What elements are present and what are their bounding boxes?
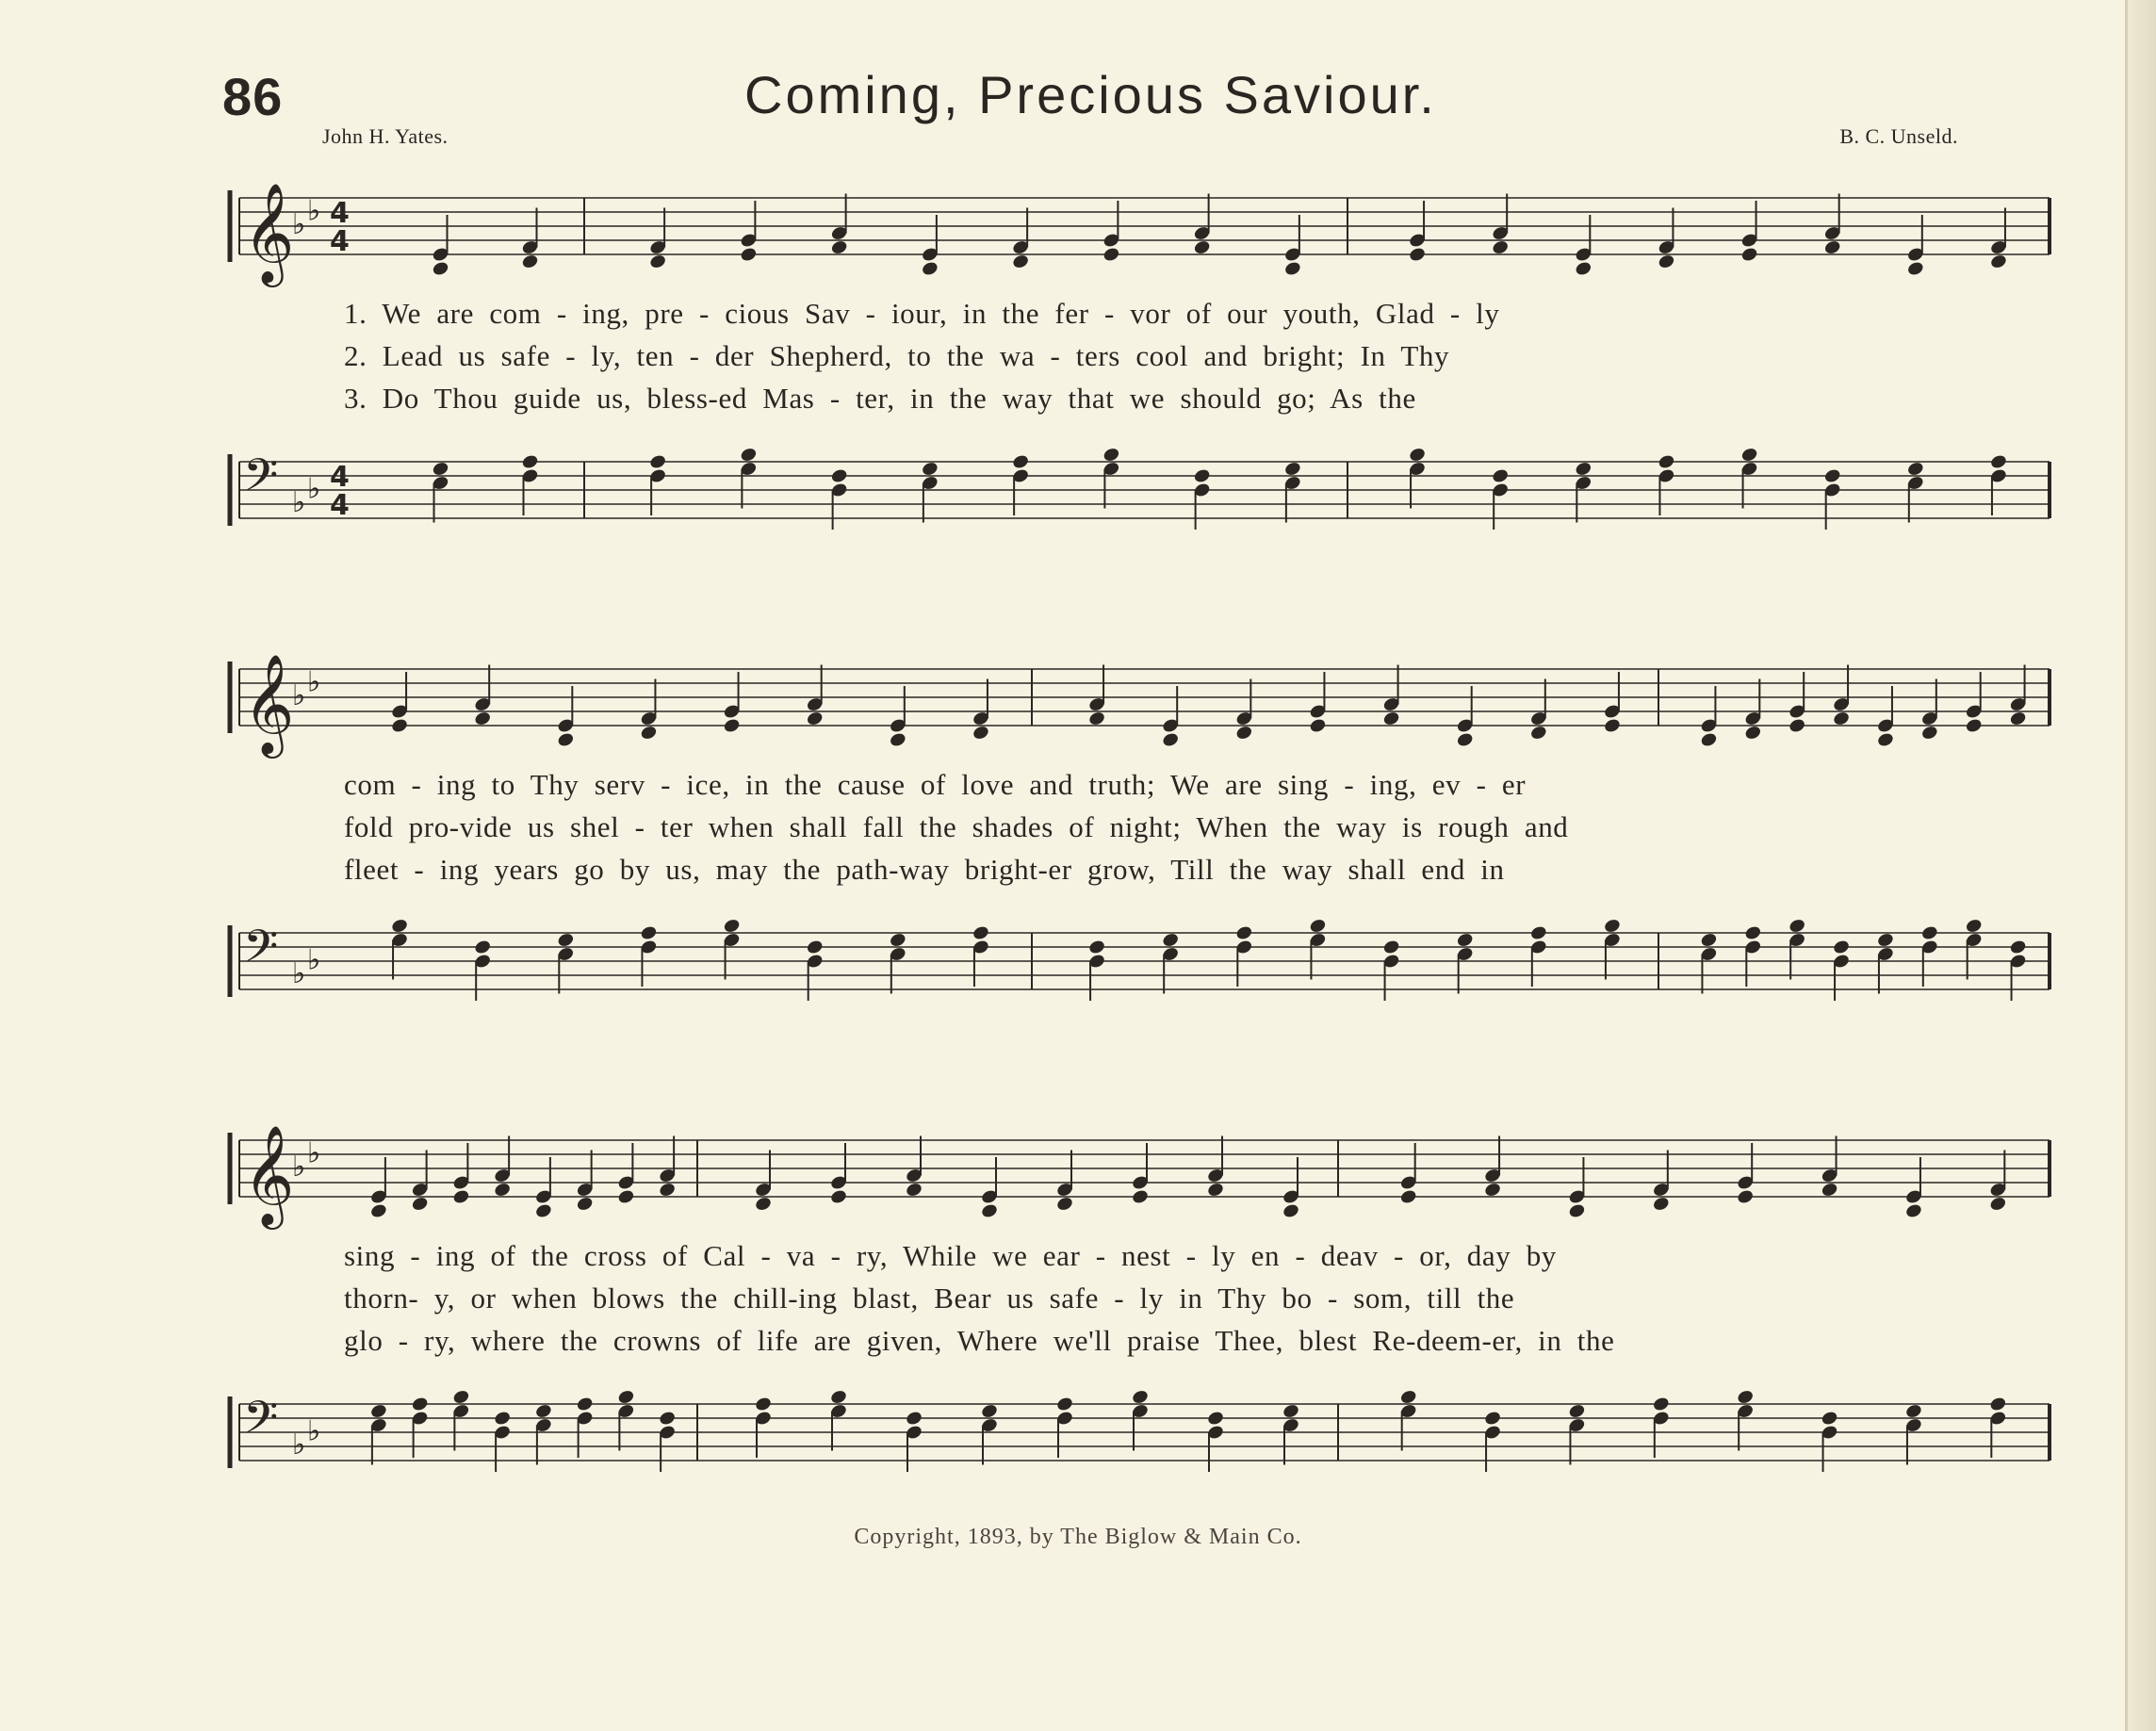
flat-icon: ♭ — [307, 665, 321, 699]
note-head — [1131, 1188, 1150, 1205]
note-head — [432, 260, 450, 277]
lyric-line-verse-1: 1. We are com - ing, pre - cious Sav - iour, in the fer - vor of our youth, Glad - ly — [344, 297, 1500, 330]
note-head — [521, 453, 540, 470]
treble-staff-2 — [226, 650, 2050, 754]
note-head — [1989, 1396, 2008, 1413]
lyricist-credit: John H. Yates. — [322, 124, 449, 148]
flat-icon: ♭ — [292, 679, 306, 712]
note-head — [980, 1202, 999, 1219]
note-head — [493, 1410, 512, 1427]
treble-clef-icon: 𝄞 — [243, 1124, 295, 1225]
music-system-1 — [226, 165, 2050, 561]
note-head — [557, 932, 576, 949]
note-head — [1399, 1188, 1418, 1205]
note-head — [1011, 253, 1030, 270]
lyric-line-verse-2: 2. Lead us safe - ly, ten - der Shepherd, to the wa - ters cool and bright; In Thy — [344, 339, 1450, 372]
note-head — [648, 453, 667, 470]
note-head — [905, 1182, 923, 1199]
note-head — [1408, 447, 1427, 464]
note-head — [640, 725, 659, 742]
note-head — [534, 1202, 553, 1219]
note-head — [1055, 1396, 1074, 1413]
flat-icon: ♭ — [292, 1429, 306, 1462]
note-head — [1282, 1202, 1300, 1219]
page-number: 86 — [222, 67, 284, 126]
note-head — [1876, 731, 1895, 748]
copyright-notice: Copyright, 1893, by The Biglow & Main Co. — [854, 1525, 1302, 1549]
note-head — [1823, 239, 1842, 256]
note-head — [1965, 918, 1984, 935]
note-head — [2009, 939, 2028, 955]
note-head — [617, 1389, 636, 1406]
note-head — [1904, 1202, 1923, 1219]
note-head — [1700, 932, 1719, 949]
note-head — [1658, 453, 1676, 470]
note-head — [1736, 1389, 1755, 1406]
note-head — [1399, 1389, 1418, 1406]
note-head — [1193, 467, 1212, 484]
note-head — [1055, 1196, 1074, 1213]
note-head — [1491, 467, 1510, 484]
note-head — [1832, 939, 1851, 955]
note-head — [1965, 717, 1984, 734]
note-head — [1652, 1396, 1671, 1413]
flat-icon: ♭ — [292, 486, 306, 519]
note-head — [1788, 717, 1806, 734]
note-head — [1876, 932, 1895, 949]
note-head — [390, 918, 409, 935]
lyric-line-verse-2: thorn- y, or when blows the chill-ing blast, Bear us safe - ly in Thy bo - som, till the — [344, 1282, 1515, 1315]
note-head — [1652, 1196, 1671, 1213]
note-head — [889, 932, 907, 949]
note-head — [1904, 1403, 1923, 1420]
treble-staff-3 — [226, 1121, 2050, 1225]
bass-clef-icon: 𝄢 — [243, 1391, 279, 1455]
note-head — [1821, 1182, 1839, 1199]
note-head — [2009, 710, 2028, 727]
flat-icon: ♭ — [292, 208, 306, 241]
note-head — [754, 1396, 773, 1413]
note-head — [1193, 239, 1212, 256]
note-head — [1740, 246, 1759, 263]
note-head — [1131, 1389, 1150, 1406]
flat-icon: ♭ — [292, 957, 306, 990]
note-head — [658, 1410, 677, 1427]
note-head — [829, 1188, 848, 1205]
note-head — [1206, 1182, 1225, 1199]
note-head — [1283, 461, 1302, 478]
note-head — [1309, 918, 1328, 935]
note-head — [1483, 1182, 1502, 1199]
note-head — [1456, 731, 1475, 748]
note-head — [658, 1182, 677, 1199]
flat-icon: ♭ — [307, 943, 321, 977]
note-head — [1744, 725, 1763, 742]
note-head — [1282, 1403, 1300, 1420]
note-head — [1483, 1410, 1502, 1427]
composer-credit: B. C. Unseld. — [1839, 124, 1958, 148]
note-head — [1235, 924, 1254, 941]
note-head — [1740, 447, 1759, 464]
note-head — [830, 239, 849, 256]
note-head — [1821, 1410, 1839, 1427]
note-head — [432, 461, 450, 478]
note-head — [1456, 932, 1475, 949]
time-signature-digit: 4 — [330, 225, 350, 258]
note-head — [411, 1196, 430, 1213]
time-signature-digit: 4 — [330, 461, 350, 494]
note-head — [1161, 932, 1180, 949]
note-head — [1832, 710, 1851, 727]
note-head — [1161, 731, 1180, 748]
bass-staff-2 — [226, 914, 2050, 1018]
note-head — [1920, 725, 1939, 742]
note-head — [1823, 467, 1842, 484]
lyric-line-verse-1: com - ing to Thy serv - ice, in the cause of love and truth; We are sing - ing, ev - er — [344, 768, 1527, 801]
note-head — [452, 1389, 471, 1406]
note-head — [1102, 447, 1121, 464]
lyric-line-verse-3: fleet - ing years go by us, may the path-way bright-er grow, Till the way shall end in — [344, 853, 1505, 886]
lyric-line-verse-3: glo - ry, where the crowns of life are given, Where we'll praise Thee, blest Re-deem-er, in the — [344, 1324, 1615, 1357]
note-head — [1568, 1403, 1587, 1420]
note-head — [452, 1188, 471, 1205]
note-head — [1087, 710, 1106, 727]
note-head — [1575, 461, 1593, 478]
note-head — [1491, 239, 1510, 256]
note-head — [829, 1389, 848, 1406]
note-head — [1102, 246, 1121, 263]
music-system-3 — [226, 1107, 2050, 1503]
note-head — [648, 253, 667, 270]
note-head — [972, 924, 990, 941]
note-head — [980, 1403, 999, 1420]
note-head — [1920, 924, 1939, 941]
bass-clef-icon: 𝄢 — [243, 920, 279, 984]
note-head — [1989, 253, 2008, 270]
treble-clef-icon: 𝄞 — [243, 653, 295, 754]
flat-icon: ♭ — [307, 194, 321, 228]
hymn-title: Coming, Precious Saviour. — [744, 65, 1437, 124]
note-head — [617, 1188, 636, 1205]
note-head — [1989, 1196, 2008, 1213]
music-system-2 — [226, 636, 2050, 1032]
note-head — [921, 260, 939, 277]
note-head — [972, 725, 990, 742]
note-head — [1087, 939, 1106, 955]
note-head — [576, 1396, 595, 1413]
note-head — [1529, 924, 1548, 941]
note-head — [806, 710, 825, 727]
note-head — [1744, 924, 1763, 941]
note-head — [369, 1202, 388, 1219]
note-head — [1011, 453, 1030, 470]
note-head — [493, 1182, 512, 1199]
bass-staff-1 — [226, 443, 2050, 547]
flat-icon: ♭ — [292, 1151, 306, 1184]
note-head — [1206, 1410, 1225, 1427]
note-head — [473, 939, 492, 955]
note-head — [1658, 253, 1676, 270]
page-edge — [2125, 0, 2156, 1731]
lyric-line-verse-2: fold pro-vide us shel - ter when shall fall the shades of night; When the way is rough and — [344, 810, 1569, 843]
note-head — [830, 467, 849, 484]
note-head — [1408, 246, 1427, 263]
note-head — [369, 1403, 388, 1420]
note-head — [557, 731, 576, 748]
note-head — [1603, 918, 1622, 935]
lyric-line-verse-3: 3. Do Thou guide us, bless-ed Mas - ter, in the way that we should go; As the — [344, 382, 1416, 415]
treble-clef-icon: 𝄞 — [243, 182, 295, 283]
note-head — [921, 461, 939, 478]
note-head — [723, 918, 742, 935]
note-head — [1603, 717, 1622, 734]
note-head — [1906, 461, 1925, 478]
note-head — [534, 1403, 553, 1420]
note-head — [1382, 939, 1401, 955]
note-head — [1700, 731, 1719, 748]
note-head — [390, 717, 409, 734]
note-head — [905, 1410, 923, 1427]
note-head — [1235, 725, 1254, 742]
note-head — [576, 1196, 595, 1213]
note-head — [1382, 710, 1401, 727]
time-signature-digit: 4 — [330, 489, 350, 522]
time-signature-digit: 4 — [330, 197, 350, 230]
note-head — [740, 447, 759, 464]
note-head — [806, 939, 825, 955]
note-head — [640, 924, 659, 941]
note-head — [1788, 918, 1806, 935]
note-head — [1529, 725, 1548, 742]
note-head — [411, 1396, 430, 1413]
treble-staff-1 — [226, 179, 2050, 283]
note-head — [723, 717, 742, 734]
note-head — [1283, 260, 1302, 277]
lyric-line-verse-1: sing - ing of the cross of Cal - va - ry, While we ear - nest - ly en - deav - or, day by — [344, 1239, 1557, 1272]
flat-icon: ♭ — [307, 1414, 321, 1448]
note-head — [740, 246, 759, 263]
bass-clef-icon: 𝄢 — [243, 449, 279, 513]
note-head — [889, 731, 907, 748]
note-head — [473, 710, 492, 727]
note-head — [754, 1196, 773, 1213]
note-head — [1906, 260, 1925, 277]
flat-icon: ♭ — [307, 472, 321, 506]
note-head — [1309, 717, 1328, 734]
note-head — [1575, 260, 1593, 277]
note-head — [521, 253, 540, 270]
note-head — [1568, 1202, 1587, 1219]
note-head — [1736, 1188, 1755, 1205]
bass-staff-3 — [226, 1385, 2050, 1489]
note-head — [1989, 453, 2008, 470]
flat-icon: ♭ — [307, 1136, 321, 1170]
